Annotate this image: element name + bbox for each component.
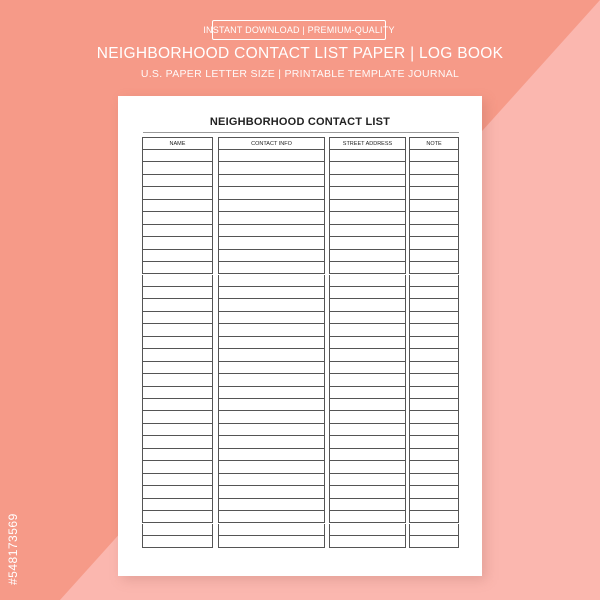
table-cell bbox=[329, 399, 406, 411]
page-subtitle: U.S. PAPER LETTER SIZE | PRINTABLE TEMPLATE JOURNAL bbox=[140, 68, 460, 80]
table-cell bbox=[142, 411, 213, 423]
table-cell bbox=[142, 237, 213, 249]
table-cell bbox=[142, 324, 213, 336]
table-cell bbox=[218, 349, 325, 361]
table-cell bbox=[409, 250, 459, 262]
table-cell bbox=[329, 524, 406, 536]
table-cell bbox=[142, 461, 213, 473]
table-cell bbox=[329, 262, 406, 274]
table-cell bbox=[142, 287, 213, 299]
table-cell bbox=[409, 524, 459, 536]
table-cell bbox=[329, 187, 406, 199]
table-cell bbox=[142, 449, 213, 461]
table-cell bbox=[142, 312, 213, 324]
table-cell bbox=[329, 175, 406, 187]
table-cell bbox=[218, 536, 325, 548]
table-cell bbox=[409, 536, 459, 548]
table-cell bbox=[329, 237, 406, 249]
table-cell bbox=[218, 399, 325, 411]
table-cell bbox=[218, 486, 325, 498]
column-header-name: NAME bbox=[142, 137, 213, 150]
table-cell bbox=[329, 324, 406, 336]
table-cell bbox=[329, 299, 406, 311]
table-cell bbox=[218, 225, 325, 237]
table-cell bbox=[142, 536, 213, 548]
table-cell bbox=[218, 175, 325, 187]
table-cell bbox=[218, 324, 325, 336]
table-cell bbox=[409, 349, 459, 361]
table-cell bbox=[218, 250, 325, 262]
table-cell bbox=[329, 461, 406, 473]
table-cell bbox=[409, 449, 459, 461]
table-cell bbox=[329, 337, 406, 349]
table-cell bbox=[329, 374, 406, 386]
table-cell bbox=[409, 324, 459, 336]
table-cell bbox=[142, 499, 213, 511]
table-cell bbox=[409, 299, 459, 311]
table-cell bbox=[409, 225, 459, 237]
table-cell bbox=[329, 474, 406, 486]
table-cell bbox=[218, 424, 325, 436]
table-cell bbox=[218, 499, 325, 511]
page-title: NEIGHBORHOOD CONTACT LIST PAPER | LOG BOOK bbox=[96, 45, 504, 62]
table-cell bbox=[409, 461, 459, 473]
table-cell bbox=[218, 337, 325, 349]
table-cell bbox=[329, 212, 406, 224]
table-cell bbox=[142, 362, 213, 374]
table-cell bbox=[218, 187, 325, 199]
table-cell bbox=[329, 287, 406, 299]
premium-badge bbox=[203, 20, 395, 40]
table-cell bbox=[329, 225, 406, 237]
table-cell bbox=[142, 275, 213, 287]
table-cell bbox=[409, 175, 459, 187]
table-cell bbox=[329, 200, 406, 212]
table-cell bbox=[329, 312, 406, 324]
table-cell bbox=[409, 275, 459, 287]
table-cell bbox=[218, 524, 325, 536]
table-cell bbox=[329, 536, 406, 548]
table-cell bbox=[142, 187, 213, 199]
table-cell bbox=[142, 212, 213, 224]
table-cell bbox=[329, 150, 406, 162]
stock-id: #548173569 bbox=[6, 513, 20, 585]
table-cell bbox=[142, 175, 213, 187]
table-cell bbox=[142, 374, 213, 386]
table-cell bbox=[329, 436, 406, 448]
table-cell bbox=[218, 374, 325, 386]
table-cell bbox=[409, 424, 459, 436]
premium-badge-label: INSTANT DOWNLOAD | PREMIUM-QUALITY bbox=[203, 25, 395, 35]
table-cell bbox=[142, 399, 213, 411]
table-cell bbox=[329, 499, 406, 511]
table-cell bbox=[218, 387, 325, 399]
log-sheet bbox=[118, 96, 482, 576]
table-cell bbox=[142, 225, 213, 237]
table-cell bbox=[329, 250, 406, 262]
table-cell bbox=[409, 162, 459, 174]
table-cell bbox=[329, 449, 406, 461]
table-cell bbox=[329, 511, 406, 523]
log-sheet-title: NEIGHBORHOOD CONTACT LIST bbox=[209, 116, 391, 128]
table-cell bbox=[409, 187, 459, 199]
table-cell bbox=[218, 312, 325, 324]
table-cell bbox=[142, 349, 213, 361]
table-cell bbox=[218, 461, 325, 473]
table-cell bbox=[218, 150, 325, 162]
table-cell bbox=[218, 162, 325, 174]
table-cell bbox=[409, 150, 459, 162]
table-cell bbox=[409, 212, 459, 224]
table-cell bbox=[218, 411, 325, 423]
table-cell bbox=[218, 511, 325, 523]
table-cell bbox=[218, 200, 325, 212]
column-header-contact-info: CONTACT INFO bbox=[218, 137, 325, 150]
table-cell bbox=[409, 262, 459, 274]
table-cell bbox=[409, 337, 459, 349]
table-cell bbox=[218, 436, 325, 448]
table-cell bbox=[142, 387, 213, 399]
table-cell bbox=[329, 411, 406, 423]
table-cell bbox=[409, 511, 459, 523]
table-cell bbox=[218, 362, 325, 374]
table-cell bbox=[409, 237, 459, 249]
table-cell bbox=[409, 362, 459, 374]
table-cell bbox=[142, 337, 213, 349]
table-cell bbox=[142, 262, 213, 274]
table-cell bbox=[409, 486, 459, 498]
table-cell bbox=[409, 411, 459, 423]
table-cell bbox=[329, 349, 406, 361]
table-cell bbox=[409, 436, 459, 448]
table-cell bbox=[142, 299, 213, 311]
table-cell bbox=[218, 299, 325, 311]
table-cell bbox=[409, 312, 459, 324]
title-divider bbox=[143, 132, 459, 133]
table-cell bbox=[218, 474, 325, 486]
column-header-street-address: STREET ADDRESS bbox=[329, 137, 406, 150]
table-cell bbox=[409, 287, 459, 299]
table-cell bbox=[329, 362, 406, 374]
table-cell bbox=[218, 262, 325, 274]
table-cell bbox=[329, 275, 406, 287]
table-cell bbox=[409, 387, 459, 399]
table-cell bbox=[142, 200, 213, 212]
table-cell bbox=[409, 499, 459, 511]
table-cell bbox=[329, 486, 406, 498]
table-cell bbox=[218, 275, 325, 287]
table-cell bbox=[329, 162, 406, 174]
table-cell bbox=[329, 387, 406, 399]
table-cell bbox=[218, 237, 325, 249]
table-cell bbox=[142, 474, 213, 486]
table-cell bbox=[409, 374, 459, 386]
table-cell bbox=[409, 399, 459, 411]
column-header-note: NOTE bbox=[409, 137, 459, 150]
table-cell bbox=[142, 436, 213, 448]
table-cell bbox=[218, 449, 325, 461]
table-cell bbox=[218, 287, 325, 299]
table-cell bbox=[218, 212, 325, 224]
table-cell bbox=[142, 524, 213, 536]
table-cell bbox=[142, 162, 213, 174]
table-cell bbox=[142, 424, 213, 436]
table-cell bbox=[409, 200, 459, 212]
table-cell bbox=[142, 511, 213, 523]
table-cell bbox=[142, 250, 213, 262]
table-cell bbox=[409, 474, 459, 486]
table-cell bbox=[142, 486, 213, 498]
table-cell bbox=[142, 150, 213, 162]
table-cell bbox=[329, 424, 406, 436]
